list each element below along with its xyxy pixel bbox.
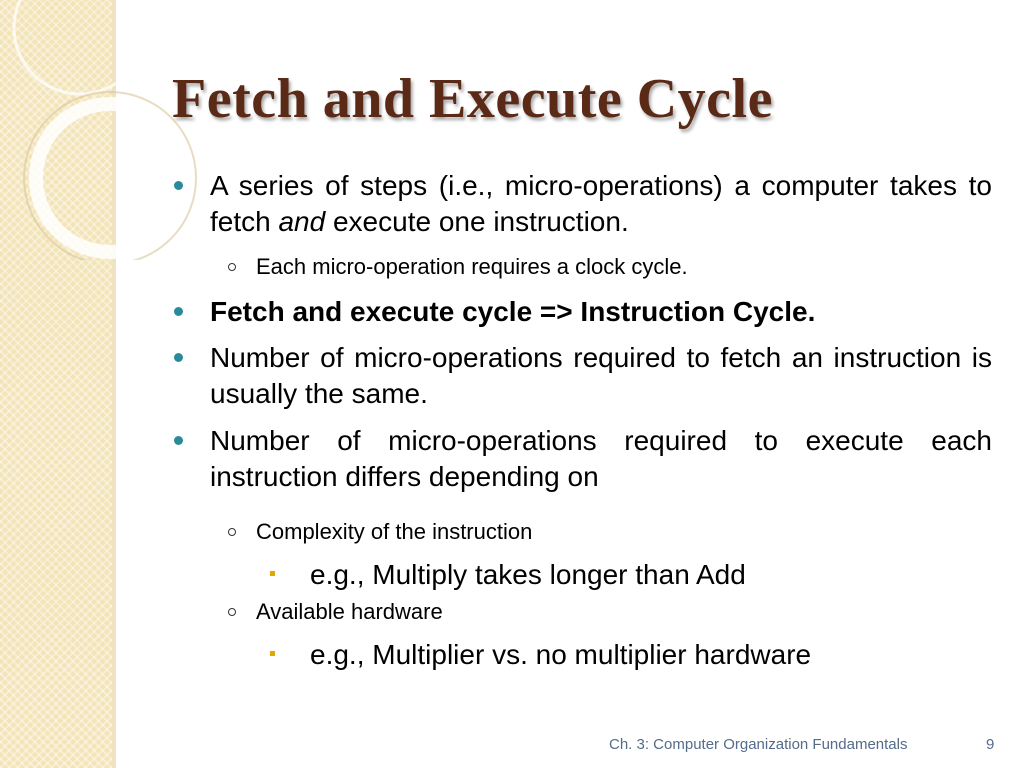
circle-bullet-icon xyxy=(228,263,236,271)
bullet-execute-ops xyxy=(210,423,992,495)
square-bullet-icon xyxy=(270,571,275,576)
decorative-circles xyxy=(0,0,200,260)
slide-footer: Ch. 3: Computer Organization Fundamentals xyxy=(609,736,908,753)
sub-bullet-text: Complexity of the instruction xyxy=(256,519,533,544)
sub-bullet-hardware xyxy=(210,597,992,627)
sub-sub-bullet-text: e.g., Multiplier vs. no multiplier hardware xyxy=(310,639,812,670)
bullet-fetch-ops xyxy=(210,340,992,412)
sub-sub-bullet-multiplier xyxy=(210,637,992,673)
bullet-text: A series of steps (i.e., micro-operations) a computer takes to fetch xyxy=(210,170,992,237)
bullet-text-end: execute one instruction. xyxy=(325,206,629,237)
circle-bullet-icon xyxy=(228,528,236,536)
bullet-dot-icon xyxy=(174,353,183,362)
sub-sub-bullet-multiply xyxy=(210,557,992,593)
sub-bullet-clock-cycle xyxy=(210,252,992,282)
bullet-dot-icon xyxy=(174,307,183,316)
sub-bullet-text: Available hardware xyxy=(256,599,443,624)
bullet-emphasis: and xyxy=(278,206,326,237)
square-bullet-icon xyxy=(270,651,275,656)
slide-number: 9 xyxy=(986,736,995,753)
circle-bullet-icon xyxy=(228,608,236,616)
sub-bullet-complexity xyxy=(210,517,992,547)
slide-body xyxy=(210,168,992,673)
bullet-text: Fetch and execute cycle => Instruction Cycle. xyxy=(210,296,816,327)
bullet-dot-icon xyxy=(174,436,183,445)
slide-title: Fetch and Execute Cycle xyxy=(172,68,773,130)
sub-sub-bullet-text: e.g., Multiply takes longer than Add xyxy=(310,559,746,590)
bullet-dot-icon xyxy=(174,181,183,190)
bullet-text: Number of micro-operations required to execute each instruction differs depending on xyxy=(210,425,992,492)
bullet-instruction-steps xyxy=(210,168,992,240)
bullet-instruction-cycle xyxy=(210,294,992,330)
sub-bullet-text: Each micro-operation requires a clock cycle. xyxy=(256,254,688,279)
bullet-text: Number of micro-operations required to fetch an instruction is usually the same. xyxy=(210,342,992,409)
